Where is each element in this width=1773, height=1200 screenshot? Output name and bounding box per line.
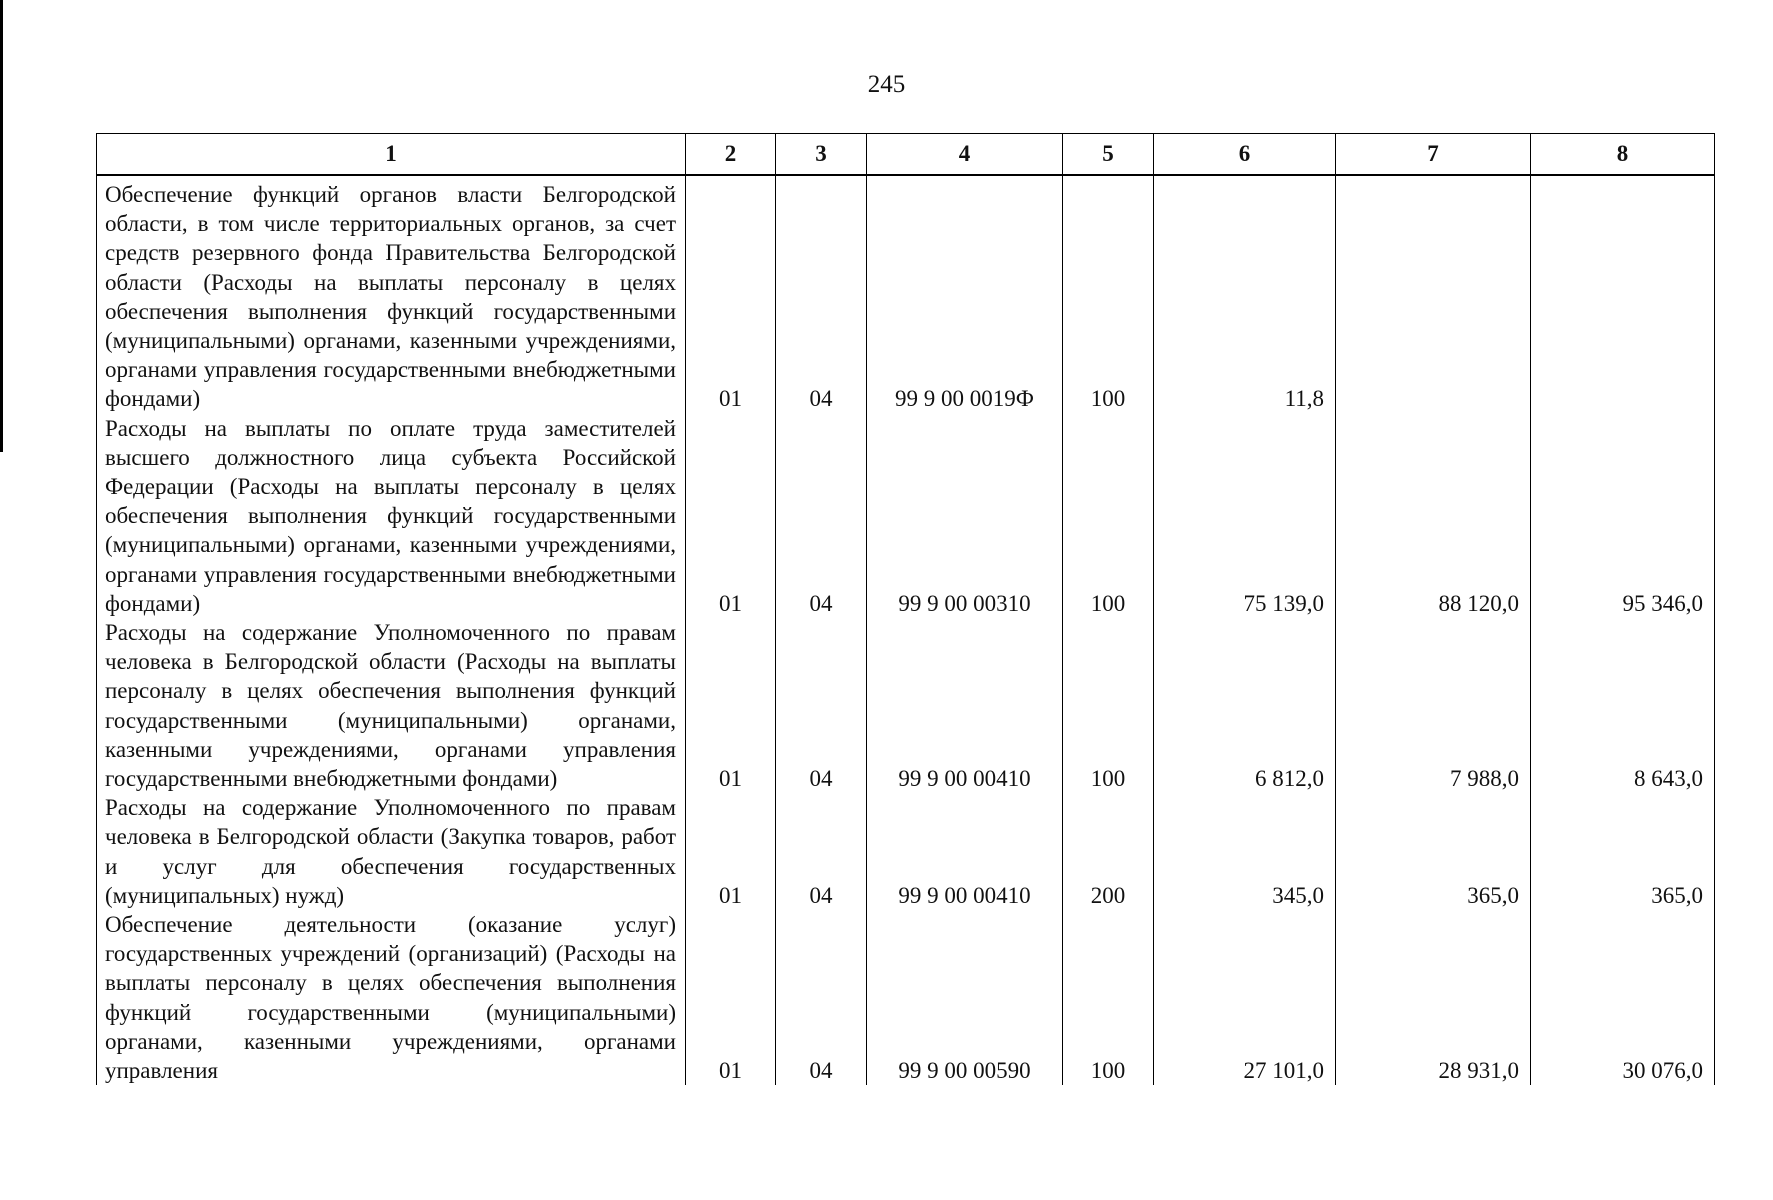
row-amount-2: 7 988,0 [1336, 618, 1531, 793]
table-row [97, 910, 1715, 1085]
row-subsection: 04 [776, 618, 867, 793]
row-subsection: 04 [776, 175, 867, 414]
row-amount-1: 11,8 [1154, 175, 1336, 414]
row-target-code: 99 9 00 00410 [867, 618, 1063, 793]
row-amount-1: 345,0 [1154, 793, 1336, 910]
header-col-5: 5 [1063, 134, 1154, 176]
row-description: Расходы на содержание Уполномоченного по правам человека в Белгородской области (Расходы на выплаты персоналу в целях обеспечения выполнения функций государственными (муниципальными) органами, казенными учреждениями, органами управления государственными внебюджетными фондами) [97, 618, 686, 793]
scan-edge-mark [0, 0, 3, 452]
row-section: 01 [686, 618, 776, 793]
row-expense-type: 100 [1063, 618, 1154, 793]
header-col-1: 1 [97, 134, 686, 176]
header-col-4: 4 [867, 134, 1063, 176]
row-amount-3: 95 346,0 [1531, 414, 1715, 618]
row-section: 01 [686, 175, 776, 414]
row-expense-type: 100 [1063, 175, 1154, 414]
row-target-code: 99 9 00 00590 [867, 910, 1063, 1085]
row-description: Обеспечение функций органов власти Белгородской области, в том числе территориальных органов, за счет средств резервного фонда Правительства Белгородской области (Расходы на выплаты персоналу в целях обеспечения выполнения функций государственными (муниципальными) органами, казенными учреждениями, органами управления государственными внебюджетными фондами) [97, 175, 686, 414]
page-number: 245 [867, 71, 906, 98]
row-subsection: 04 [776, 910, 867, 1085]
row-amount-2: 88 120,0 [1336, 414, 1531, 618]
row-expense-type: 100 [1063, 414, 1154, 618]
budget-table [96, 133, 1715, 1085]
row-section: 01 [686, 910, 776, 1085]
table-row [97, 618, 1715, 793]
row-section: 01 [686, 793, 776, 910]
row-description: Расходы на выплаты по оплате труда заместителей высшего должностного лица субъекта Российской Федерации (Расходы на выплаты персоналу в целях обеспечения выполнения функций государственными (муниципальными) органами, казенными учреждениями, органами управления государственными внебюджетными фондами) [97, 414, 686, 618]
row-amount-2: 365,0 [1336, 793, 1531, 910]
row-subsection: 04 [776, 793, 867, 910]
table-row [97, 175, 1715, 414]
header-col-7: 7 [1336, 134, 1531, 176]
row-amount-1: 6 812,0 [1154, 618, 1336, 793]
header-col-6: 6 [1154, 134, 1336, 176]
header-col-2: 2 [686, 134, 776, 176]
row-amount-3 [1531, 175, 1715, 414]
row-description: Расходы на содержание Уполномоченного по правам человека в Белгородской области (Закупка товаров, работ и услуг для обеспечения государственных (муниципальных) нужд) [97, 793, 686, 910]
row-expense-type: 200 [1063, 793, 1154, 910]
row-amount-1: 75 139,0 [1154, 414, 1336, 618]
row-section: 01 [686, 414, 776, 618]
row-description: Обеспечение деятельности (оказание услуг) государственных учреждений (организаций) (Расходы на выплаты персоналу в целях обеспечения выполнения функций государственными (муниципальными) органами, казенными учреждениями, органами управления [97, 910, 686, 1085]
header-col-8: 8 [1531, 134, 1715, 176]
row-amount-2 [1336, 175, 1531, 414]
row-amount-1: 27 101,0 [1154, 910, 1336, 1085]
row-target-code: 99 9 00 00310 [867, 414, 1063, 618]
row-target-code: 99 9 00 00410 [867, 793, 1063, 910]
row-amount-3: 30 076,0 [1531, 910, 1715, 1085]
row-amount-2: 28 931,0 [1336, 910, 1531, 1085]
row-expense-type: 100 [1063, 910, 1154, 1085]
table-row [97, 414, 1715, 618]
row-subsection: 04 [776, 414, 867, 618]
table-header-row [97, 134, 1715, 176]
row-amount-3: 365,0 [1531, 793, 1715, 910]
row-amount-3: 8 643,0 [1531, 618, 1715, 793]
row-target-code: 99 9 00 0019Ф [867, 175, 1063, 414]
table-row [97, 793, 1715, 910]
header-col-3: 3 [776, 134, 867, 176]
